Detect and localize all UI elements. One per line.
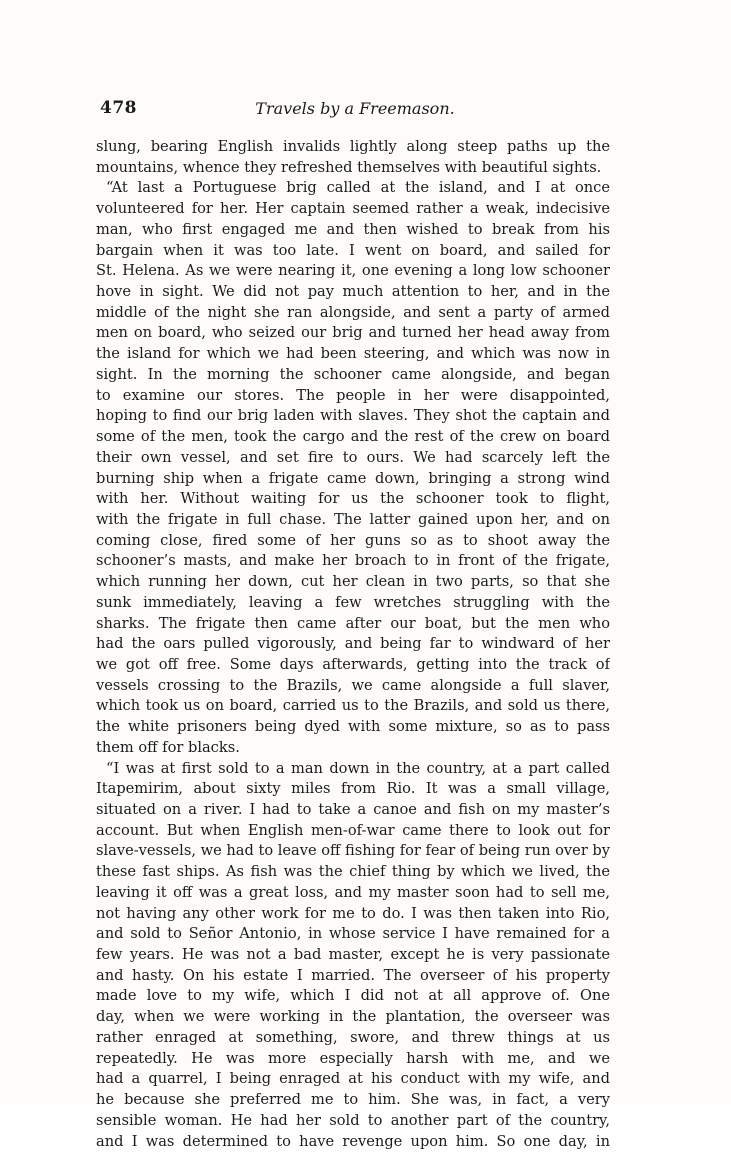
text-line: some of the men, took the cargo and the rest of the crew on board [96,427,610,448]
text-line: leaving it off was a great loss, and my master soon had to sell me, [96,883,610,904]
text-line: man, who first engaged me and then wished to break from his [96,220,610,241]
text-line: to examine our stores. The people in her were disappointed, [96,386,610,407]
text-line: hoping to find our brig laden with slaves. They shot the captain and [96,406,610,427]
text-line: sunk immediately, leaving a few wretches struggling with the [96,593,610,614]
text-line: hove in sight. We did not pay much attention to her, and in the [96,282,610,303]
text-line: which running her down, cut her clean in two parts, so that she [96,572,610,593]
text-line: with her. Without waiting for us the schooner took to flight, [96,489,610,510]
page-header [100,98,610,124]
body-text [96,137,610,1152]
text-line: rather enraged at something, swore, and threw things at us [96,1028,610,1049]
text-line: “At last a Portuguese brig called at the island, and I at once [96,178,610,199]
text-line: volunteered for her. Her captain seemed rather a weak, indecisive [96,199,610,220]
text-line: “I was at first sold to a man down in the country, at a part called [96,759,610,780]
text-line: had a quarrel, I being enraged at his conduct with my wife, and [96,1069,610,1090]
page-number: 478 [100,98,137,118]
text-line: and hasty. On his estate I married. The overseer of his property [96,966,610,987]
text-line: them off for blacks. [96,738,610,759]
text-line: day, when we were working in the plantation, the overseer was [96,1007,610,1028]
text-line: slave-vessels, we had to leave off fishing for fear of being run over by [96,841,610,862]
text-line: not having any other work for me to do. I was then taken into Rio, [96,904,610,925]
text-line: sharks. The frigate then came after our boat, but the men who [96,614,610,635]
text-line: made love to my wife, which I did not at all approve of. One [96,986,610,1007]
text-line: bargain when it was too late. I went on board, and sailed for [96,241,610,262]
text-line: sensible woman. He had her sold to another part of the country, [96,1111,610,1132]
text-line: he because she preferred me to him. She was, in fact, a very [96,1090,610,1111]
text-line: few years. He was not a bad master, except he is very passionate [96,945,610,966]
text-line: repeatedly. He was more especially harsh with me, and we [96,1049,610,1070]
text-line: we got off free. Some days afterwards, getting into the track of [96,655,610,676]
text-line: their own vessel, and set fire to ours. We had scarcely left the [96,448,610,469]
text-line: account. But when English men-of-war came there to look out for [96,821,610,842]
text-line: vessels crossing to the Brazils, we came alongside a full slaver, [96,676,610,697]
text-line: burning ship when a frigate came down, bringing a strong wind [96,469,610,490]
text-line: men on board, who seized our brig and turned her head away from [96,323,610,344]
text-line: these fast ships. As fish was the chief thing by which we lived, the [96,862,610,883]
text-line: mountains, whence they refreshed themselves with beautiful sights. [96,158,610,179]
text-line: coming close, fired some of her guns so as to shoot away the [96,531,610,552]
text-line: schooner’s masts, and make her broach to in front of the frigate, [96,551,610,572]
text-line: which took us on board, carried us to the Brazils, and sold us there, [96,696,610,717]
text-line: with the frigate in full chase. The latter gained upon her, and on [96,510,610,531]
text-line: the island for which we had been steering, and which was now in [96,344,610,365]
text-line: had the oars pulled vigorously, and being far to windward of her [96,634,610,655]
text-line: sight. In the morning the schooner came alongside, and began [96,365,610,386]
text-line: middle of the night she ran alongside, and sent a party of armed [96,303,610,324]
running-title: Travels by a Freemason. [100,99,610,118]
text-line: situated on a river. I had to take a canoe and fish on my master’s [96,800,610,821]
text-line: and I was determined to have revenge upon him. So one day, in [96,1132,610,1152]
text-line: St. Helena. As we were nearing it, one evening a long low schooner [96,261,610,282]
text-line: the white prisoners being dyed with some mixture, so as to pass [96,717,610,738]
text-line: slung, bearing English invalids lightly along steep paths up the [96,137,610,158]
text-line: and sold to Señor Antonio, in whose service I have remained for a [96,924,610,945]
text-line: Itapemirim, about sixty miles from Rio. It was a small village, [96,779,610,800]
